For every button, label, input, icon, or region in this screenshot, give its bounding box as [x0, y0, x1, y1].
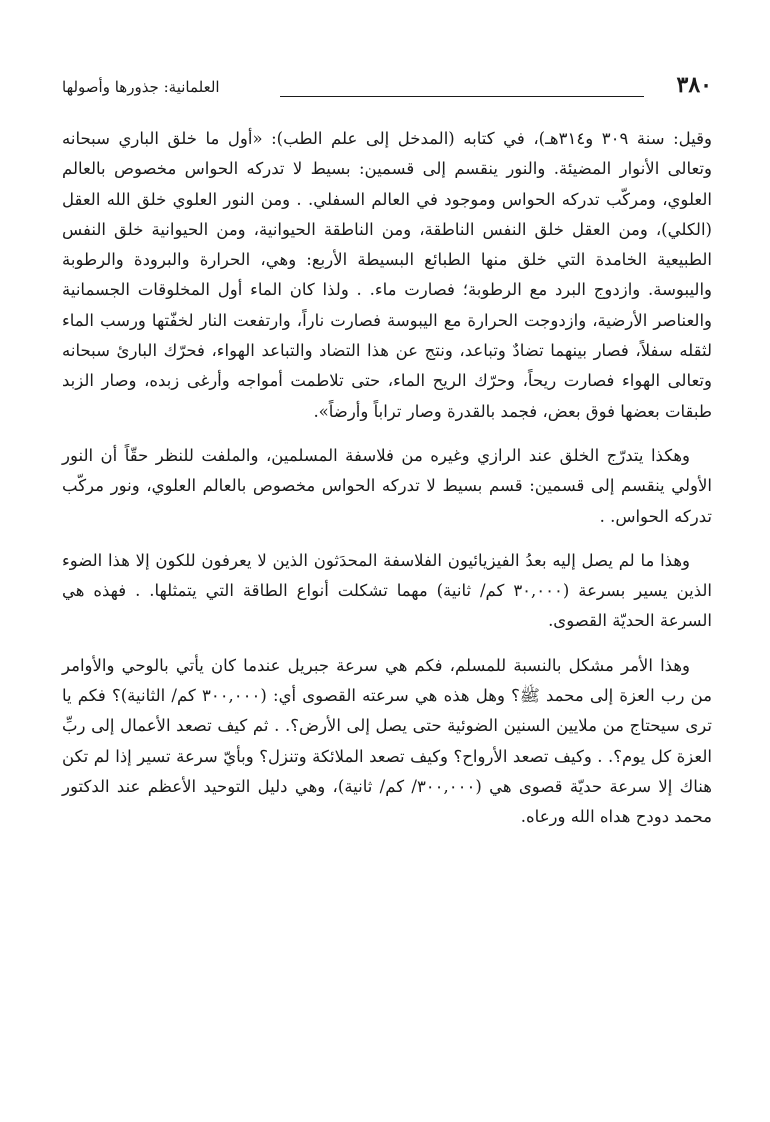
page-body	[62, 124, 712, 847]
paragraph-2: وهكذا يتدرّج الخلق عند الرازي وغيره من فلاسفة المسلمين، والملفت للنظر حقّاً أن النور الأولي ينقسم إلى قسمين: قسم بسيط لا تدركه الحواس مخصوص بالعالم العلوي، ونور مركّب تدركه الحواس. .	[62, 445, 712, 526]
running-title: العلمانية: جذورها وأصولها	[62, 78, 220, 96]
paragraph-4: وهذا الأمر مشكل بالنسبة للمسلم، فكم هي سرعة جبريل عندما كان يأتي بالوحي والأوامر من رب العزة إلى محمد ﷺ؟ وهل هذه هي سرعته القصوى أي: (٣٠٠,٠٠٠ كم/ الثانية)؟ فكم يا ترى سيحتاج من ملايين السنين الضوئية حتى يصل إلى الأرض؟. . ثم كيف تصعد الأعمال إلى ربِّ العزة كل يوم؟. . وكيف تصعد الأرواح؟ وكيف تصعد الملائكة وتنزل؟ وبأيّ سرعة تسير إذا لم تكن هناك إلا سرعة حديّة قصوى هي (٣٠٠,٠٠٠/ كم/ ثانية)، وهي دليل التوحيد الأعظم عند الدكتور محمد دودح هداه الله ورعاه.	[62, 655, 712, 827]
header-rule	[280, 96, 644, 97]
paragraph-1: وقيل: سنة ٣٠٩ و٣١٤هـ)، في كتابه (المدخل إلى علم الطب): «أول ما خلق الباري سبحانه وتعالى الأنوار المضيئة. والنور ينقسم إلى قسمين: بسيط لا تدركه الحواس مخصوص بالعالم العلوي، ومركّب تدركه الحواس وموجود في العالم السفلي. . ومن النور العلوي خلق الله العقل (الكلي)، ومن العقل خلق النفس الناطقة، ومن الناطقة الحيوانية، ومن الحيوانية خلق النفس الطبيعية الخامدة التي خلق منها الطبائع البسيطة الأربع: وهي، الحرارة والبرودة والرطوبة واليبوسة. وازدوج البرد مع الرطوبة؛ فصارت ماء. . ولذا كان الماء أول المخلوقات الجسمانية والعناصر الأرضية، وازدوجت الحرارة مع اليبوسة فصارت ناراً، وارتفعت النار لخفّتها ورسب الماء لثقله سفلاً، فصار بينهما تضادٌ وتباعد، ونتج عن هذا التضاد والتباعد الهواء، فحرّك البارئ سبحانه وتعالى الهواء فصارت ريحاً، وحرّك الريح الماء، حتى تلاطمت أمواجه وأرغى زبده، وصار الزبد طبقات بعضها فوق بعض، فجمد بالقدرة وصار تراباً وأرضاً».	[62, 129, 712, 421]
page-header	[62, 72, 712, 104]
page-number: ٣٨٠	[676, 72, 712, 98]
paragraph-3: وهذا ما لم يصل إليه بعدُ الفيزيائيون الفلاسفة المحدَثون الذين لا يعرفون للكون إلا هذا الضوء الذين يسير بسرعة (٣٠,٠٠٠ كم/ ثانية) مهما تشكلت أنواع الطاقة التي يتمثلها. . فهذه هي السرعة الحديّة القصوى.	[62, 550, 712, 631]
